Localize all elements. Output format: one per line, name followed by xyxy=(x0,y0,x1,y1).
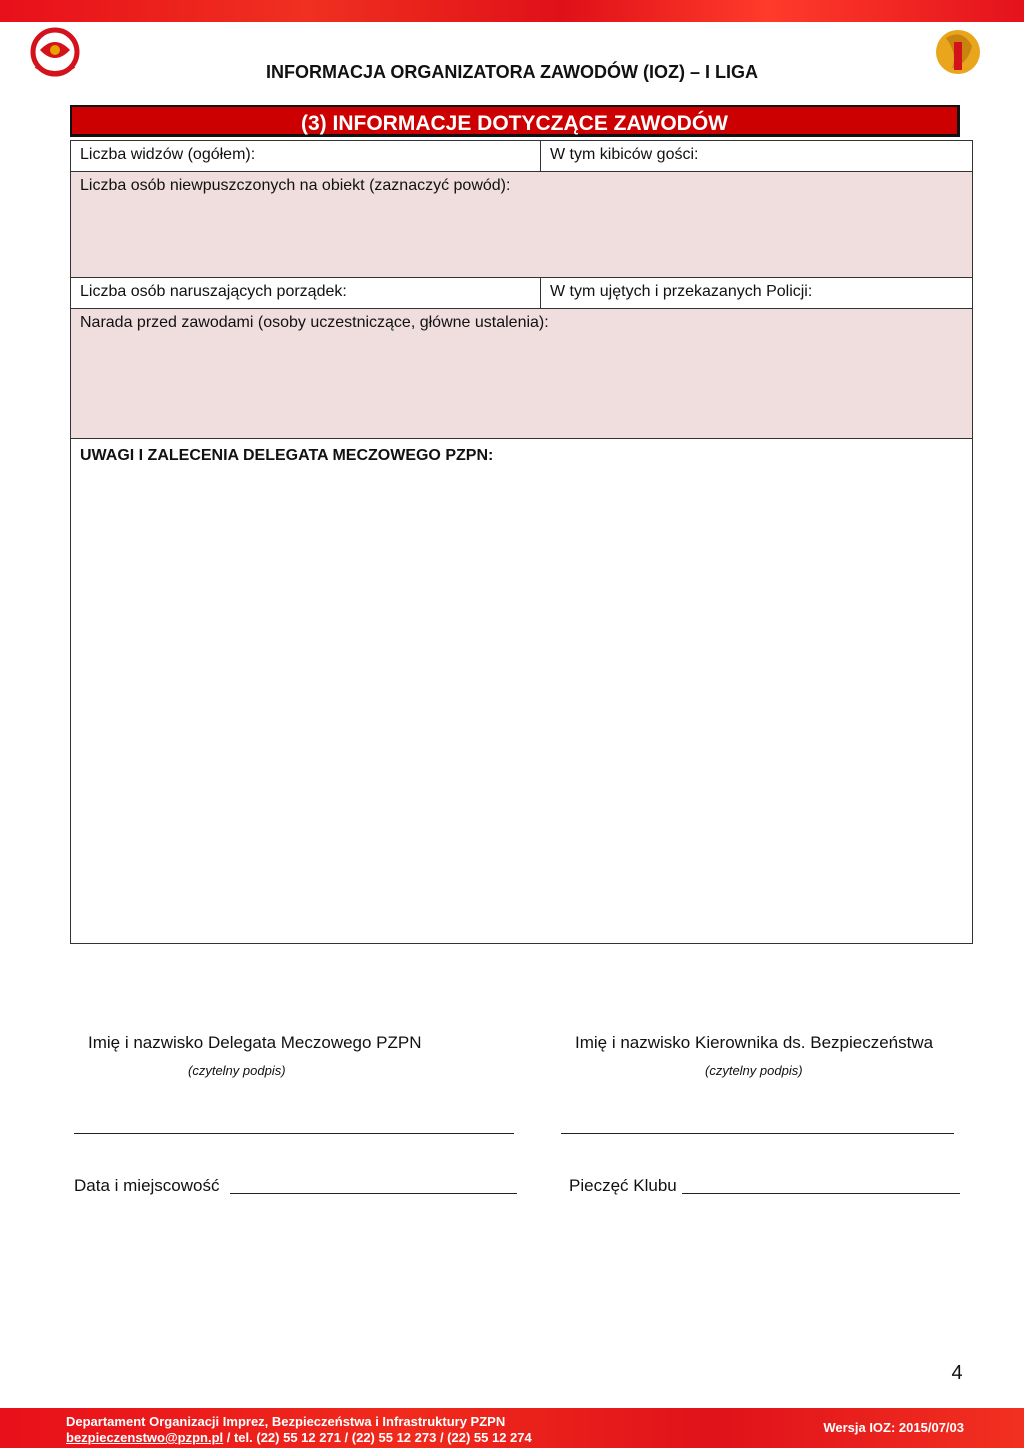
delegate-remarks-field[interactable] xyxy=(70,438,973,944)
club-stamp-label: Pieczęć Klubu xyxy=(569,1176,677,1195)
detained-persons-label: W tym ujętych i przekazanych Policji: xyxy=(550,283,813,300)
footer-band xyxy=(0,1408,1024,1448)
section-title: (3) INFORMACJE DOTYCZĄCE ZAWODÓW xyxy=(70,105,960,137)
document-title: INFORMACJA ORGANIZATORA ZAWODÓW (IOZ) – I LIGA xyxy=(266,62,758,82)
footer-phones: / tel. (22) 55 12 271 / (22) 55 12 273 / (22) 55 12 274 xyxy=(223,1430,532,1445)
footer-contact xyxy=(66,1430,532,1445)
disorderly-persons-field[interactable] xyxy=(70,277,541,309)
denied-entry-field[interactable] xyxy=(70,171,973,278)
page-number: 4 xyxy=(951,1362,963,1384)
footer-version: Wersja IOZ: 2015/07/03 xyxy=(823,1420,964,1435)
detained-persons-field[interactable] xyxy=(540,277,973,309)
top-decorative-band xyxy=(0,0,1024,22)
briefing-field[interactable] xyxy=(70,308,973,439)
away-fans-label: W tym kibiców gości: xyxy=(550,146,699,163)
club-stamp-line[interactable] xyxy=(682,1193,960,1194)
footer-department: Departament Organizacji Imprez, Bezpieczeństwa i Infrastruktury PZPN xyxy=(66,1414,506,1429)
date-place-label: Data i miejscowość xyxy=(74,1176,220,1195)
briefing-label: Narada przed zawodami (osoby uczestniczące, główne ustalenia): xyxy=(80,314,549,331)
security-manager-name-label: Imię i nazwisko Kierownika ds. Bezpieczeństwa xyxy=(575,1033,934,1052)
footer-email-link[interactable]: bezpieczenstwo@pzpn.pl xyxy=(66,1430,224,1445)
delegate-signature-hint: (czytelny podpis) xyxy=(188,1063,286,1078)
delegate-signature-line[interactable] xyxy=(74,1133,514,1134)
disorderly-persons-label: Liczba osób naruszających porządek: xyxy=(80,283,347,300)
spectators-total-label: Liczba widzów (ogółem): xyxy=(80,146,256,163)
away-fans-field[interactable] xyxy=(540,140,973,172)
delegate-remarks-label: UWAGI I ZALECENIA DELEGATA MECZOWEGO PZPN: xyxy=(80,447,494,464)
i-liga-logo xyxy=(928,24,988,98)
date-place-line[interactable] xyxy=(230,1193,517,1194)
denied-entry-label: Liczba osób niewpuszczonych na obiekt (zaznaczyć powód): xyxy=(80,177,511,194)
spectators-total-field[interactable] xyxy=(70,140,541,172)
security-manager-signature-line[interactable] xyxy=(561,1133,954,1134)
security-manager-signature-hint: (czytelny podpis) xyxy=(705,1063,803,1078)
delegate-name-label: Imię i nazwisko Delegata Meczowego PZPN xyxy=(88,1033,422,1052)
